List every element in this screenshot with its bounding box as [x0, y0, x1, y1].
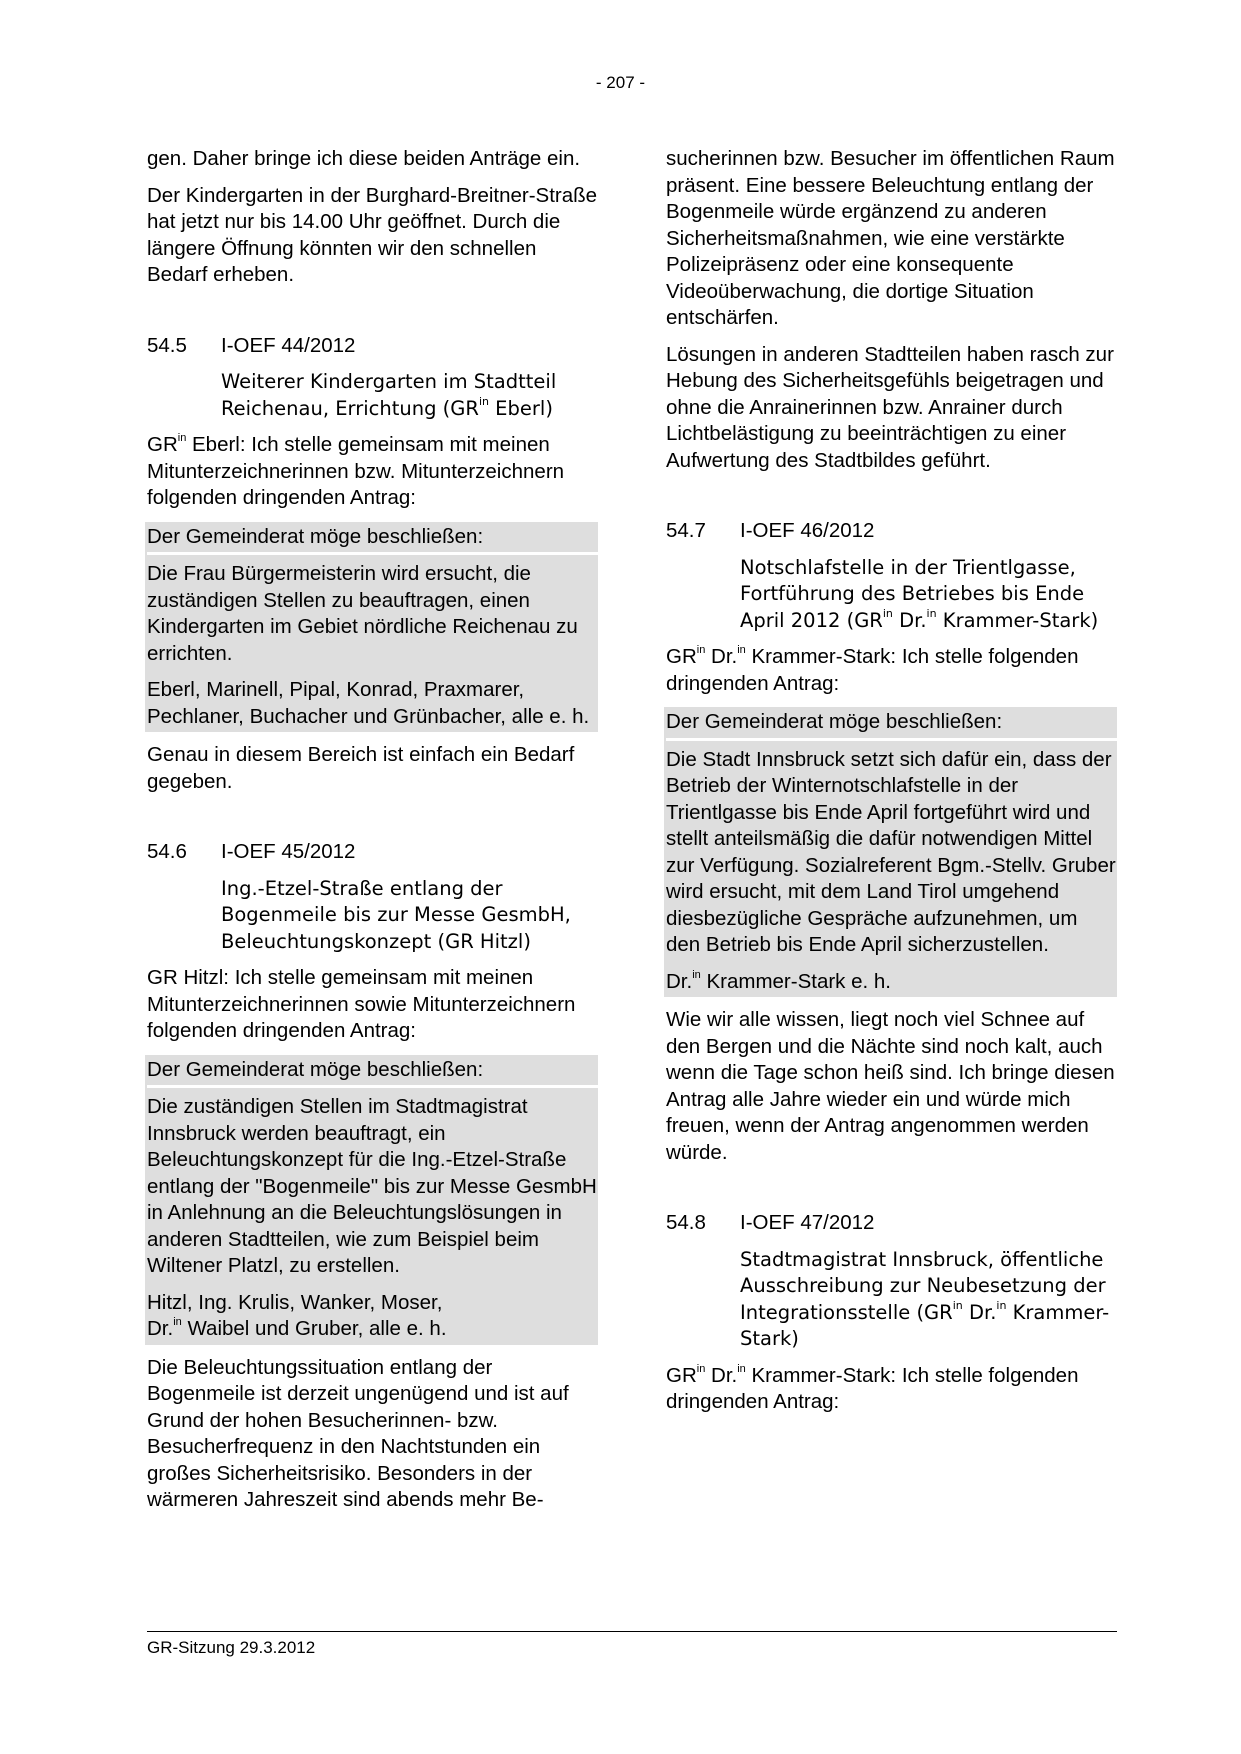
footer-divider — [147, 1631, 1117, 1632]
left-column — [147, 146, 600, 1524]
paragraph: Genau in diesem Bereich ist einfach ein Bedarf gegeben. — [147, 743, 575, 793]
section-title: Notschlafstelle in der Trientlgasse, Fortführung des Betriebes bis Ende April 2012 ($GR^{in}$ Dr.$^{in}$ Krammer-Stark) — [740, 555, 1099, 632]
section-title: Ing.-Etzel-Straße entlang der Bogenmeile bis zur Messe GesmbH, Beleuchtungskonzept (GR Hitzl) — [221, 876, 571, 953]
motion-heading: Der Gemeinderat möge beschließen: — [147, 524, 598, 556]
page-number: - 207 - — [595, 73, 646, 92]
motion-text: Die zuständigen Stellen im Stadtmagistrat Innsbruck werden beauftragt, ein Beleuchtungskonzept für die Ing.-Etzel-Straße entlang der "Bogenmeile" bis zur Messe GesmbH in Anlehnung an die Beleuchtungslösungen in anderen Stadtteilen, wie zum Beispiel beim Wiltener Platzl, zu erstellen. — [147, 1095, 597, 1277]
section-code: I-OEF 45/2012 — [221, 840, 356, 863]
section-code: I-OEF 44/2012 — [221, 333, 356, 357]
paragraph: gen. Daher bringe ich diese beiden Anträge ein. — [147, 147, 581, 170]
section-heading-54-6 — [147, 839, 600, 866]
section-number: 54.6 — [147, 840, 187, 863]
motion-heading: Der Gemeinderat möge beschließen: — [147, 1057, 598, 1089]
motion-box — [145, 522, 598, 733]
paragraph: Lösungen in anderen Stadtteilen haben rasch zur Hebung des Sicherheitsgefühls beigetragen und ohne die Anrainerinnen bzw. Anrainer durch Lichtbelästigung zu beeinträchtigen zu einer Aufwertung des Stadtbildes geführt. — [666, 342, 1114, 472]
paragraph: Wie wir alle wissen, liegt noch viel Schnee auf den Bergen und die Nächte sind noch kalt, auch wenn die Tage schon heiß sind. Ich bringe diesen Antrag alle Jahre wieder ein und würde mich freuen, wenn der Antrag angenommen werden würde. — [666, 1008, 1115, 1164]
section-code: I-OEF 47/2012 — [740, 1211, 875, 1234]
speaker-intro: $GR^{in}$ Dr.$^{in}$ Krammer-Stark: Ich stelle folgenden dringenden Antrag: — [666, 644, 1079, 695]
speaker-intro: $GR^{in}$ Dr.$^{in}$ Krammer-Stark: Ich stelle folgenden dringenden Antrag: — [666, 1362, 1079, 1413]
paragraph: sucherinnen bzw. Besucher im öffentlichen Raum präsent. Eine bessere Beleuchtung entlang der Bogenmeile würde ergänzend zu anderen Sicherheitsmaßnahmen, wie eine verstärkte Polizeipräsenz oder eine konsequente Videoüberwachung, die dortige Situation entschärfen. — [666, 147, 1115, 329]
section-number: 54.7 — [666, 519, 706, 542]
section-heading-54-7 — [666, 518, 1119, 545]
speaker-intro: $GR^{in}$ Eberl: Ich stelle gemeinsam mit meinen Mitunterzeichnerinnen bzw. Mitunterzeichnern folgenden dringenden Antrag: — [147, 432, 565, 509]
paragraph: Die Beleuchtungssituation entlang der Bogenmeile ist derzeit ungenügend und ist auf Grund der hohen Besucherinnen- bzw. Besucherfrequenz in den Nachtstunden ein großes Sicherheitsrisiko. Besonders in der wärmeren Jahreszeit sind abends mehr Be- — [147, 1355, 569, 1511]
footer-session-date: GR-Sitzung 29.3.2012 — [147, 1638, 316, 1657]
section-number: 54.5 — [147, 333, 187, 357]
section-title: Stadtmagistrat Innsbruck, öffentliche Ausschreibung zur Neubesetzung der Integrationsstelle ($GR^{in}$ Dr.$^{in}$ Krammer-Stark) — [740, 1247, 1110, 1350]
motion-signers: Eberl, Marinell, Pipal, Konrad, Praxmarer, Pechlaner, Buchacher und Grünbacher, alle e. h. — [147, 678, 590, 728]
motion-signers: Dr.$^{in}$ Krammer-Stark e. h. — [666, 968, 892, 993]
speaker-intro: GR Hitzl: Ich stelle gemeinsam mit meinen Mitunterzeichnerinnen sowie Mitunterzeichnern folgenden dringenden Antrag: — [147, 966, 576, 1042]
motion-text: Die Stadt Innsbruck setzt sich dafür ein, dass der Betrieb der Winternotschlafstelle in der Trientlgasse bis Ende April fortgeführt wird und stellt anteilsmäßig die dafür notwendigen Mittel zur Verfügung. Sozialreferent Bgm.-Stellv. Gruber wird ersucht, mit dem Land Tirol umgehend diesbezügliche Gespräche aufzunehmen, um den Betrieb bis Ende April sicherzustellen. — [666, 747, 1116, 956]
section-number: 54.8 — [666, 1211, 706, 1234]
motion-box — [145, 1055, 598, 1345]
right-column — [666, 146, 1119, 1426]
section-title: Weiterer Kindergarten im Stadtteil Reichenau, Errichtung ($GR^{in}$ Eberl) — [221, 370, 557, 420]
motion-signers: Hitzl, Ing. Krulis, Wanker, Moser, Dr.$^{in}$ Waibel und Gruber, alle e. h. — [147, 1290, 447, 1340]
motion-text: Die Frau Bürgermeisterin wird ersucht, die zuständigen Stellen zu beauftragen, einen Kindergarten im Gebiet nördliche Reichenau zu errichten. — [147, 562, 578, 665]
paragraph: Der Kindergarten in der Burghard-Breitner-Straße hat jetzt nur bis 14.00 Uhr geöffnet. Durch die längere Öffnung könnten wir den schnellen Bedarf erheben. — [147, 183, 598, 286]
section-heading-54-5 — [147, 333, 600, 360]
motion-box — [664, 707, 1117, 997]
section-code: I-OEF 46/2012 — [740, 519, 875, 542]
motion-heading: Der Gemeinderat möge beschließen: — [666, 709, 1117, 741]
section-heading-54-8 — [666, 1210, 1119, 1237]
